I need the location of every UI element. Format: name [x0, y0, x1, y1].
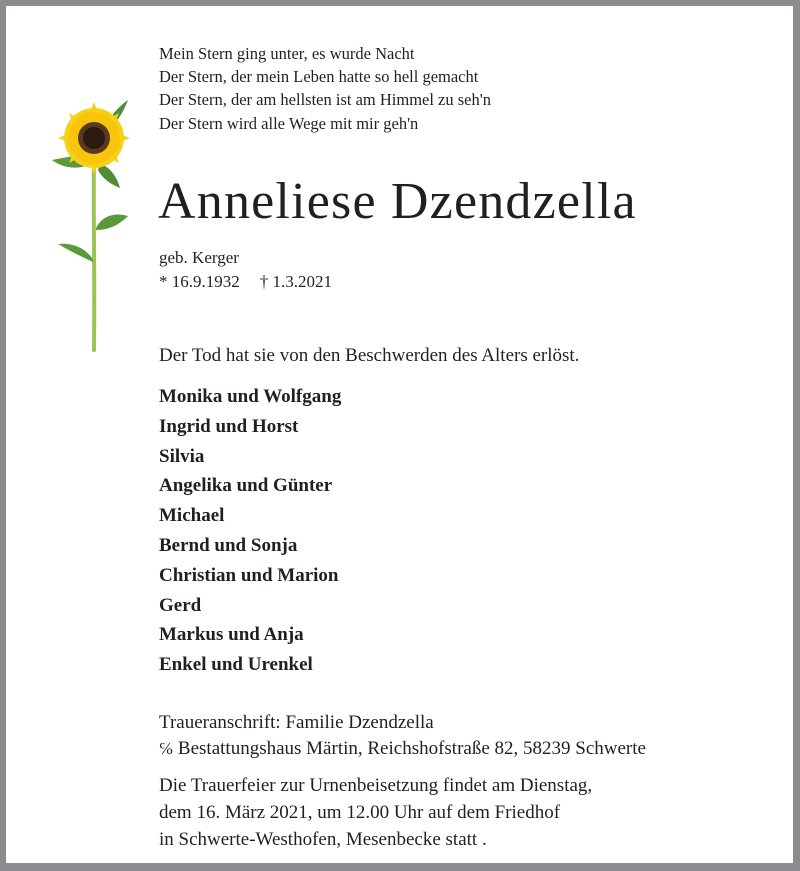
service-info [159, 772, 592, 853]
deceased-name: Anneliese Dzendzella [158, 173, 637, 230]
obituary-page [6, 6, 793, 863]
sunflower-icon [40, 88, 140, 358]
mourner: Ingrid und Horst [159, 415, 299, 437]
mourning-address [159, 710, 646, 762]
mourner: Bernd und Sonja [159, 534, 298, 556]
service-line: Die Trauerfeier zur Urnenbeisetzung findet am Dienstag, [159, 775, 593, 796]
address-text: Bestattungshaus Märtin, Reichshofstraße 82, 58239 Schwerte [173, 738, 646, 759]
poem-line: Der Stern wird alle Wege mit mir geh'n [159, 113, 419, 133]
mourner: Christian und Marion [159, 564, 339, 586]
poem [159, 42, 491, 135]
mourner: Monika und Wolfgang [159, 386, 342, 407]
mourner: Markus und Anja [159, 624, 304, 646]
maiden-name: geb. Kerger [159, 248, 239, 267]
address-line: Traueranschrift: Familie Dzendzella [159, 712, 434, 733]
mourner: Enkel und Urenkel [159, 654, 313, 676]
mourners-list [159, 382, 341, 680]
mourner: Silvia [159, 445, 205, 467]
death-date: † 1.3.2021 [259, 272, 332, 291]
service-line: dem 16. März 2021, um 12.00 Uhr auf dem Friedhof [159, 802, 561, 823]
poem-line: Der Stern, der mein Leben hatte so hell gemacht [159, 67, 479, 87]
mourner: Angelika und Günter [159, 475, 333, 497]
statement: Der Tod hat sie von den Beschwerden des Alters erlöst. [159, 345, 580, 366]
mourner: Michael [159, 505, 225, 527]
poem-line: Mein Stern ging unter, es wurde Nacht [159, 44, 415, 63]
address-line [159, 736, 646, 762]
life-dates [159, 270, 332, 294]
poem-line: Der Stern, der am hellsten ist am Himmel zu seh'n [159, 90, 491, 110]
birth-date: * 16.9.1932 [159, 272, 240, 291]
service-line: in Schwerte-Westhofen, Mesenbecke statt . [159, 829, 487, 850]
care-of-icon: ℅ [159, 739, 174, 758]
mourner: Gerd [159, 594, 202, 616]
